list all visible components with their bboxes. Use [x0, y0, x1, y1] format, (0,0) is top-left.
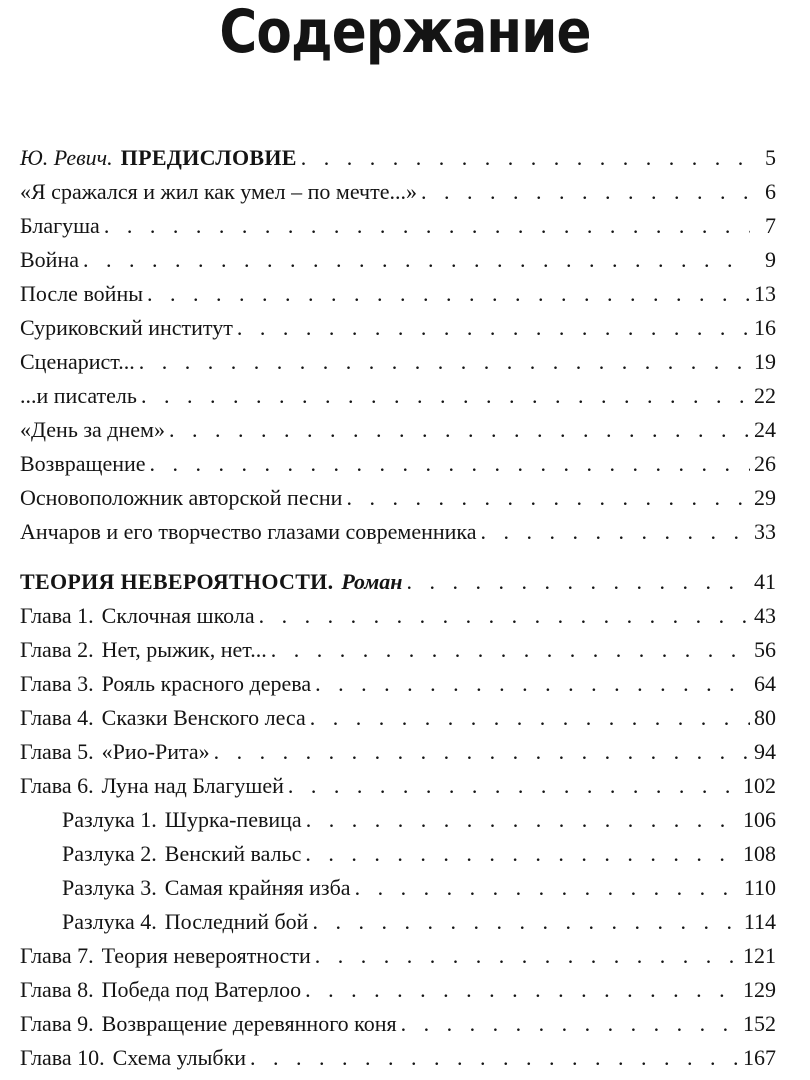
toc-page-number: 41	[754, 569, 776, 594]
toc-page-number: 43	[754, 603, 776, 628]
toc-entry[interactable]	[20, 447, 776, 481]
toc-page-number: 64	[754, 671, 776, 696]
chapter-title: Рояль красного дерева	[101, 671, 312, 696]
dot-leader	[305, 837, 739, 871]
toc-entry-title: «Я сражался и жил как умел – по мечте...»	[20, 179, 417, 204]
toc-chapter[interactable]	[20, 769, 776, 803]
dot-leader	[271, 633, 750, 667]
toc-entry-label	[62, 871, 351, 905]
toc-entry[interactable]	[20, 515, 776, 549]
dot-leader	[141, 379, 750, 413]
toc-entry-kind: Роман	[341, 569, 403, 594]
chapter-number: Глава 7.	[20, 943, 94, 968]
dot-leader	[421, 175, 750, 209]
toc-entry-title: Суриковский институт	[20, 315, 233, 340]
toc-entry-label	[62, 905, 308, 939]
toc-page-number: 9	[765, 247, 776, 272]
toc-entry-preface[interactable]	[20, 141, 776, 175]
dot-leader	[315, 667, 750, 701]
chapter-number: Глава 5.	[20, 739, 94, 764]
toc-chapter[interactable]	[20, 599, 776, 633]
toc-chapter[interactable]	[20, 1041, 776, 1075]
parting-title: Венский вальс	[164, 841, 302, 866]
toc-chapter[interactable]	[20, 1007, 776, 1041]
toc-chapter[interactable]	[20, 633, 776, 667]
toc-entry-title: ТЕОРИЯ НЕВЕРОЯТНОСТИ.	[20, 569, 334, 594]
dot-leader	[147, 277, 750, 311]
toc-entry[interactable]	[20, 345, 776, 379]
chapter-title: Победа под Ватерлоо	[101, 977, 302, 1002]
dot-leader	[250, 1041, 739, 1075]
toc-entry-title: После войны	[20, 281, 144, 306]
chapter-title: Луна над Благушей	[101, 773, 284, 798]
toc-entry[interactable]	[20, 413, 776, 447]
toc-chapter[interactable]	[20, 939, 776, 973]
toc-entry-label	[20, 633, 267, 667]
toc-page-number: 13	[754, 281, 776, 306]
dot-leader	[83, 243, 750, 277]
toc-entry[interactable]	[20, 243, 776, 277]
toc-page-number: 5	[765, 145, 776, 170]
toc-entry-label	[62, 803, 302, 837]
chapter-number: Глава 1.	[20, 603, 94, 628]
toc-entry-title: ПРЕДИСЛОВИЕ	[120, 145, 297, 170]
toc-page-number: 94	[754, 739, 776, 764]
chapter-title: «Рио-Рита»	[101, 739, 210, 764]
parting-number: Разлука 4.	[62, 909, 157, 934]
toc-page-number: 24	[754, 417, 776, 442]
chapter-number: Глава 6.	[20, 773, 94, 798]
chapter-number: Глава 4.	[20, 705, 94, 730]
chapter-title: Нет, рыжик, нет...	[101, 637, 267, 662]
toc-page-number: 7	[765, 213, 776, 238]
toc-page-number: 102	[743, 773, 776, 798]
dot-leader	[315, 939, 739, 973]
table-of-contents	[20, 141, 776, 1075]
chapter-title: Возвращение деревянного коня	[101, 1011, 397, 1036]
chapter-number: Глава 2.	[20, 637, 94, 662]
toc-page-number: 19	[754, 349, 776, 374]
dot-leader	[288, 769, 739, 803]
toc-page-number: 22	[754, 383, 776, 408]
chapter-title: Теория невероятности	[101, 943, 311, 968]
dot-leader	[346, 481, 750, 515]
toc-entry-title: ...и писатель	[20, 383, 137, 408]
dot-leader	[301, 141, 750, 175]
dot-leader	[237, 311, 750, 345]
toc-page-number: 16	[754, 315, 776, 340]
parting-title: Шурка-певица	[164, 807, 302, 832]
toc-entry-title: «День за днем»	[20, 417, 165, 442]
toc-entry-label	[20, 565, 402, 599]
toc-entry[interactable]	[20, 481, 776, 515]
toc-parting[interactable]	[20, 871, 776, 905]
toc-entry-label	[20, 939, 311, 973]
chapter-title: Склочная школа	[101, 603, 255, 628]
toc-entry[interactable]	[20, 311, 776, 345]
dot-leader	[481, 515, 750, 549]
toc-entry[interactable]	[20, 379, 776, 413]
dot-leader	[214, 735, 750, 769]
dot-leader	[310, 701, 750, 735]
toc-page-number: 56	[754, 637, 776, 662]
toc-entry[interactable]	[20, 175, 776, 209]
toc-page-number: 114	[743, 909, 776, 934]
toc-entry-label	[20, 973, 301, 1007]
toc-page-number: 152	[743, 1011, 776, 1036]
chapter-number: Глава 10.	[20, 1045, 105, 1070]
toc-parting[interactable]	[20, 803, 776, 837]
parting-title: Самая крайняя изба	[164, 875, 351, 900]
chapter-number: Глава 3.	[20, 671, 94, 696]
toc-page-number: 6	[765, 179, 776, 204]
toc-chapter[interactable]	[20, 701, 776, 735]
parting-number: Разлука 3.	[62, 875, 157, 900]
toc-page-number: 33	[754, 519, 776, 544]
toc-entry-author: Ю. Ревич.	[20, 145, 113, 170]
page-title: Содержание	[219, 0, 591, 67]
toc-entry-label	[20, 769, 284, 803]
toc-parting[interactable]	[20, 905, 776, 939]
toc-entry-title: Война	[20, 247, 79, 272]
chapter-title: Сказки Венского леса	[101, 705, 306, 730]
toc-parting[interactable]	[20, 837, 776, 871]
toc-chapter[interactable]	[20, 973, 776, 1007]
parting-title: Последний бой	[164, 909, 309, 934]
toc-page-number: 129	[743, 977, 776, 1002]
dot-leader	[312, 905, 739, 939]
chapter-number: Глава 9.	[20, 1011, 94, 1036]
dot-leader	[139, 345, 750, 379]
toc-entry-label	[20, 735, 210, 769]
toc-entry-label	[20, 701, 306, 735]
dot-leader	[306, 803, 739, 837]
chapter-number: Глава 8.	[20, 977, 94, 1002]
dot-leader	[169, 413, 750, 447]
toc-page-number: 110	[743, 875, 776, 900]
toc-entry-label	[20, 667, 311, 701]
toc-entry-novel[interactable]	[20, 565, 776, 599]
toc-page-number: 106	[743, 807, 776, 832]
dot-leader	[150, 447, 750, 481]
toc-entry-label	[20, 1007, 397, 1041]
toc-chapter[interactable]	[20, 735, 776, 769]
toc-page-number: 29	[754, 485, 776, 510]
parting-number: Разлука 1.	[62, 807, 157, 832]
toc-page-number: 121	[743, 943, 776, 968]
toc-entry-label	[20, 1041, 246, 1075]
toc-entry-title: Сценарист...	[20, 349, 135, 374]
parting-number: Разлука 2.	[62, 841, 157, 866]
toc-page-number: 108	[743, 841, 776, 866]
toc-entry-title: Анчаров и его творчество глазами современника	[20, 519, 477, 544]
dot-leader	[104, 209, 750, 243]
dot-leader	[406, 565, 750, 599]
dot-leader	[401, 1007, 739, 1041]
toc-page-number: 80	[754, 705, 776, 730]
chapter-title: Схема улыбки	[112, 1045, 247, 1070]
dot-leader	[305, 973, 739, 1007]
toc-entry-title: Возвращение	[20, 451, 146, 476]
dot-leader	[259, 599, 750, 633]
toc-entry-label	[20, 141, 297, 175]
toc-entry-label	[62, 837, 301, 871]
toc-entry-title: Основоположник авторской песни	[20, 485, 343, 510]
toc-entry-title: Благуша	[20, 213, 100, 238]
toc-page-number: 26	[754, 451, 776, 476]
toc-entry-label	[20, 599, 255, 633]
toc-chapter[interactable]	[20, 667, 776, 701]
toc-entry[interactable]	[20, 277, 776, 311]
dot-leader	[355, 871, 740, 905]
toc-entry[interactable]	[20, 209, 776, 243]
toc-page-number: 167	[743, 1045, 776, 1070]
